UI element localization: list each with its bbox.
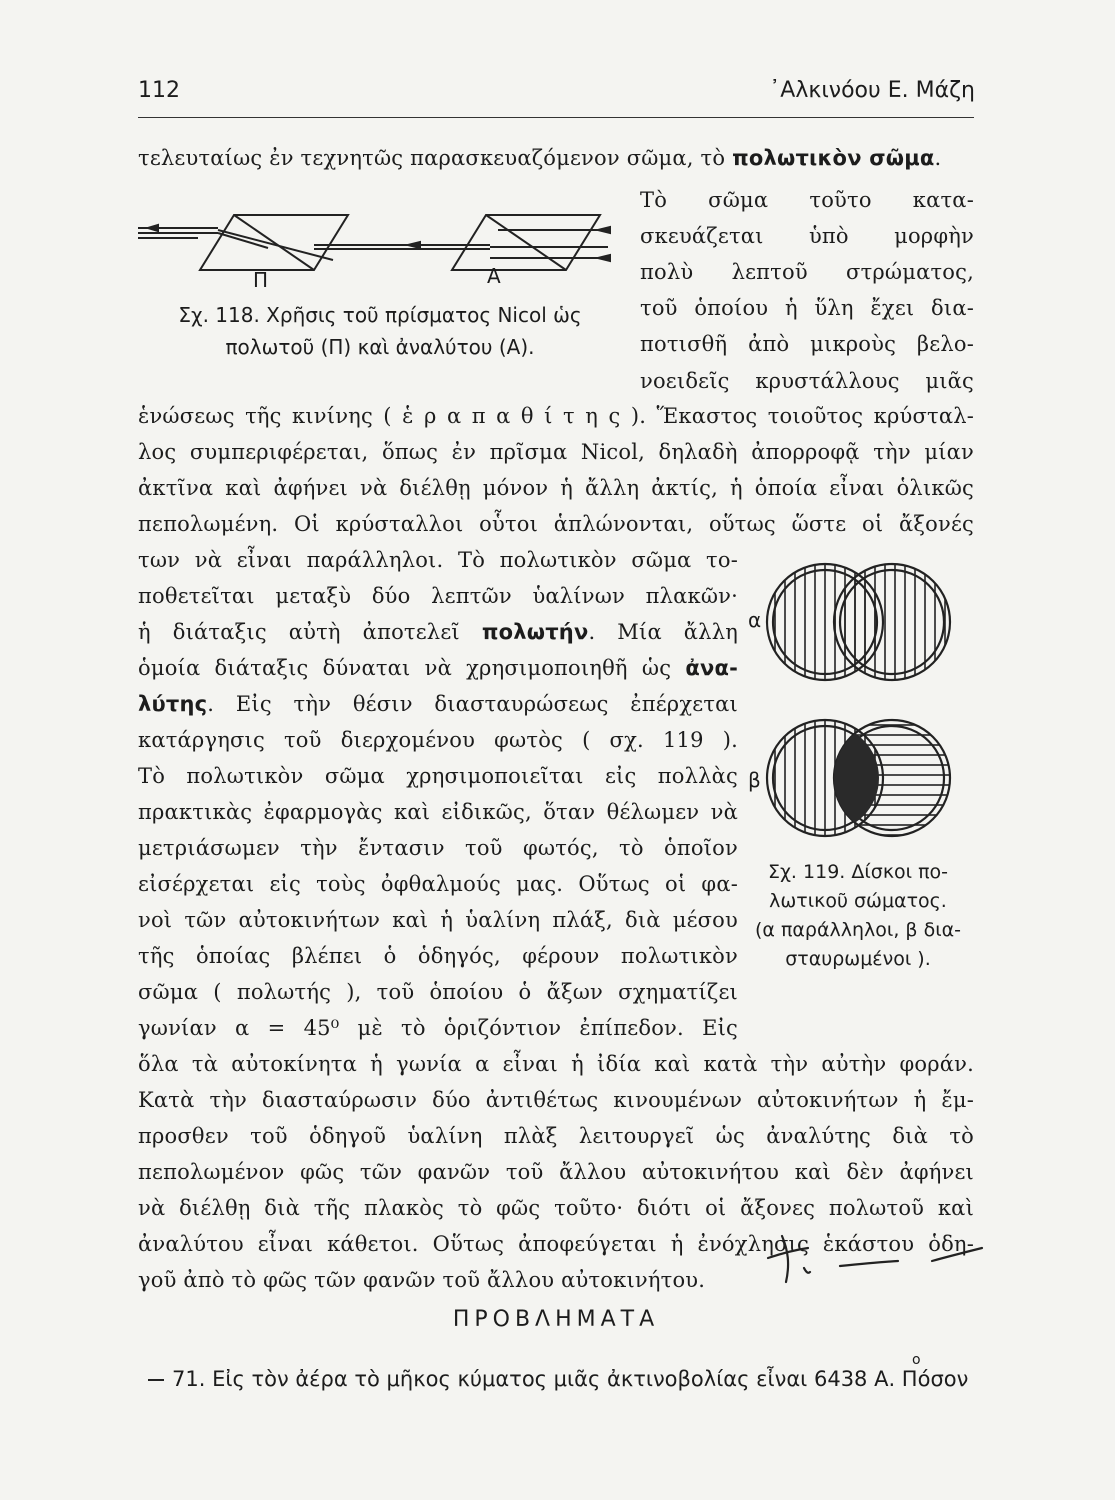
handwritten-mark [760, 1228, 990, 1288]
text-line: τῆς ὁποίας βλέπει ὁ ὁδηγός, φέρουν πολωτικὸν [138, 944, 738, 968]
page-header [138, 78, 975, 112]
header-rule [138, 117, 974, 118]
text-line: πολὺ λεπτοῦ στρώματος, [640, 260, 974, 284]
text-line: μετριάσωμεν τὴν ἔντασιν τοῦ φωτός, τὸ ὁποῖον [138, 836, 738, 860]
text-line: τοῦ ὁποίου ἡ ὕλη ἔχει δια- [640, 296, 974, 320]
figure-119-caption-4: σταυρωμένοι ). [785, 948, 931, 970]
text-line: πεπολωμένη. Οἱ κρύσταλλοι οὗτοι ἁπλώνονται, οὕτως ὥστε οἱ ἄξονές [138, 512, 974, 536]
prism-label-a: Α [487, 264, 501, 288]
text-line: λος συμπεριφέρεται, ὅπως ἐν πρῖσμα Nicol, δηλαδὴ ἀπορροφᾷ τὴν μίαν [138, 440, 974, 464]
angstrom-ring: o [912, 1352, 921, 1368]
bold-term: ἀνα- [685, 656, 738, 680]
figure-119-caption-2: λωτικοῦ σώματος. [769, 890, 947, 912]
text-line: των νὰ εἶναι παράλληλοι. Τὸ πολωτικὸν σῶμα το- [138, 548, 738, 572]
text-line: σκευάζεται ὑπὸ μορφὴν [640, 224, 974, 248]
text-line: γωνίαν α = 45⁰ μὲ τὸ ὁριζόντιον ἐπίπεδον. Εἰς [138, 1016, 738, 1040]
text-line: Κατὰ τὴν διασταύρωσιν δύο ἀντιθέτως κινουμένων αὐτοκινήτων ἡ ἔμ- [138, 1088, 974, 1112]
text-span: ἡ διάταξις αὐτὴ ἀποτελεῖ [138, 620, 482, 644]
text-line: σῶμα ( πολωτής ), τοῦ ὁποίου ὁ ἄξων σχηματίζει [138, 980, 738, 1004]
text-line: ποθετεῖται μεταξὺ δύο λεπτῶν ὑαλίνων πλακῶν· [138, 584, 738, 608]
text-span: ὁμοία διάταξις δύναται νὰ χρησιμοποιηθῆ ὡς [138, 656, 686, 680]
text-line [138, 689, 738, 719]
text-line: προσθεν τοῦ ὁδηγοῦ ὑαλίνη πλὰξ λειτουργεῖ ὡς ἀναλύτης διὰ τὸ [138, 1124, 974, 1148]
text-line: ἑνώσεως τῆς κινίνης ( ἑ ρ α π α θ ί τ η ς ). Ἕκαστος τοιοῦτος κρύσταλ- [138, 404, 974, 428]
problem-71-text: 71. Εἰς τὸν ἀέρα τὸ μῆκος κύματος μιᾶς ἀκτινοβολίας εἶναι 6438 Α. Πόσον [172, 1367, 969, 1391]
running-head: ᾽Αλκινόου Ε. Μάζη [769, 78, 975, 103]
bold-term: πολωτικὸν σῶμα [732, 146, 935, 170]
text-span: . Μία ἄλλη [588, 620, 738, 644]
text-line [138, 653, 738, 683]
text-line: πρακτικὰς ἐφαρμογὰς καὶ εἰδικῶς, ὅταν θέλωμεν νὰ [138, 800, 738, 824]
text-line: ἀναλύτου εἶναι κάθετοι. Οὕτως ἀποφεύγεται ἡ ἐνόχλησις ἑκάστου ὁδη- [138, 1232, 974, 1256]
text-line: εἰσέρχεται εἰς τοὺς ὀφθαλμούς μας. Οὕτως οἱ φα- [138, 872, 738, 896]
text-line: ἀκτῖνα καὶ ἀφήνει νὰ διέλθῃ μόνον ἡ ἄλλη ἀκτίς, ἡ ὁποία εἶναι ὁλικῶς [138, 476, 974, 500]
figure-118-caption-1: Σχ. 118. Χρῆσις τοῦ πρίσματος Nicol ὡς [178, 303, 582, 327]
figure-label-beta: β [748, 768, 761, 792]
text-line: νοὶ τῶν αὐτοκινήτων καὶ ἡ ὑαλίνη πλάξ, διὰ μέσου [138, 908, 738, 932]
text-line [138, 617, 738, 647]
problem-71 [148, 1367, 988, 1391]
figure-label-alpha: α [748, 608, 762, 632]
text-line: νὰ διέλθῃ διὰ τῆς πλακὸς τὸ φῶς τοῦτο· διότι οἱ ἄξονες πολωτοῦ καὶ [138, 1196, 974, 1220]
text-line: Τὸ σῶμα τοῦτο κατα- [640, 188, 974, 212]
bold-term: λύτης [138, 692, 208, 716]
problems-heading: ΠΡΟΒΛΗΜΑΤΑ [452, 1307, 660, 1332]
text-line: ὅλα τὰ αὐτοκίνητα ἡ γωνία α εἶναι ἡ ἰδία καὶ κατὰ τὴν αὐτὴν φοράν. [138, 1052, 974, 1076]
bold-term: πολωτήν [481, 620, 589, 644]
text-line: νοειδεῖς κρυστάλλους μιᾶς [640, 369, 974, 393]
text-line [138, 143, 974, 173]
prism-label-p: Π [253, 268, 269, 292]
figure-119-caption-3: (α παράλληλοι, β δια- [754, 919, 962, 941]
text-span: τελευταίως ἐν τεχνητῶς παρασκευαζόμενον σῶμα, τὸ [138, 146, 733, 170]
text-line: Τὸ πολωτικὸν σῶμα χρησιμοποιεῖται εἰς πολλὰς [138, 764, 738, 788]
dash-mark [148, 1379, 164, 1381]
text-span: . Εἰς τὴν θέσιν διασταυρώσεως ἐπέρχεται [207, 692, 738, 716]
text-line: κατάργησις τοῦ διερχομένου φωτὸς ( σχ. 119 ). [138, 728, 738, 752]
polarizing-discs-figure [740, 560, 970, 860]
text-line: γοῦ ἀπὸ τὸ φῶς τῶν φανῶν τοῦ ἄλλου αὐτοκινήτου. [138, 1268, 706, 1292]
text-line: ποτισθῆ ἀπὸ μικροὺς βελο- [640, 332, 974, 356]
figure-119-caption-1: Σχ. 119. Δίσκοι πο- [767, 861, 949, 883]
page-number: 112 [138, 78, 180, 103]
nicol-prism-figure [138, 200, 628, 290]
text-span: . [934, 146, 942, 170]
text-line: πεπολωμένον φῶς τῶν φανῶν τοῦ ἄλλου αὐτοκινήτου καὶ δὲν ἀφήνει [138, 1160, 974, 1184]
figure-118-caption-2: πολωτοῦ (Π) καὶ ἀναλύτου (Α). [225, 335, 535, 359]
